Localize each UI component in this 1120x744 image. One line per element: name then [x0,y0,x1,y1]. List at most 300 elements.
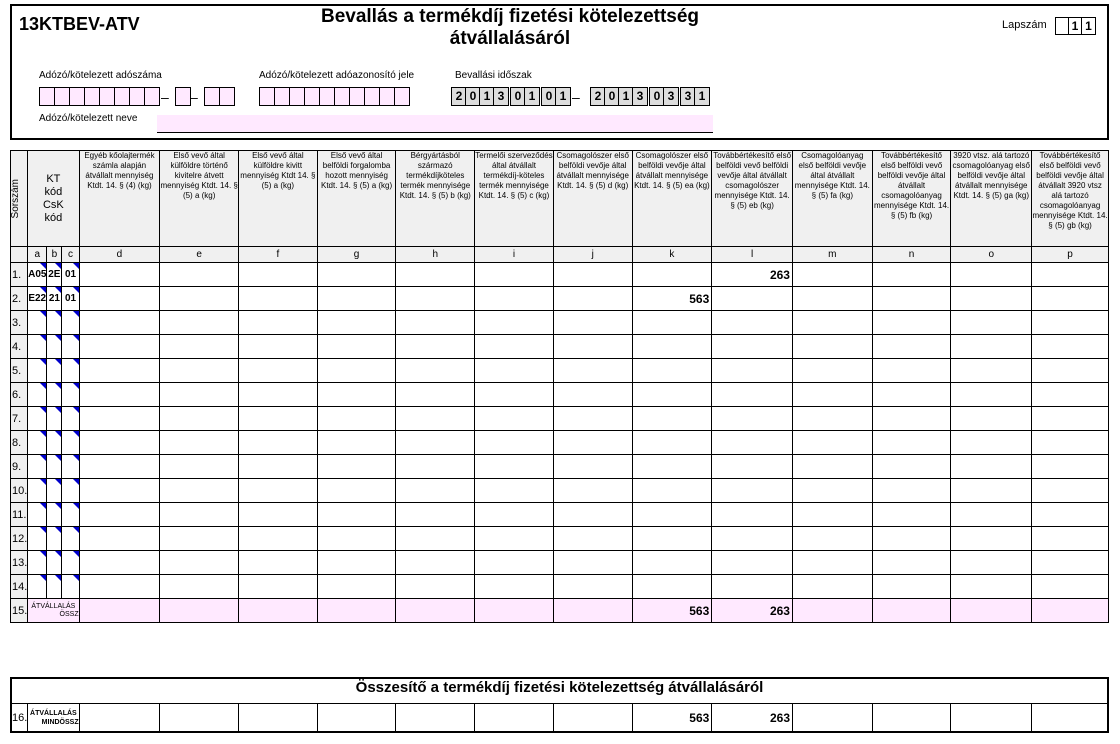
value-cell-k[interactable] [632,479,712,503]
value-cell-n[interactable] [872,479,951,503]
value-cell-j[interactable] [553,287,632,311]
value-cell-f[interactable] [239,359,318,383]
value-cell-e[interactable] [160,455,239,479]
value-cell-e[interactable] [160,287,239,311]
code-cell-c[interactable] [62,527,79,551]
col-header-codes [28,151,79,247]
code-cell-b[interactable] [47,551,62,575]
table-row [11,263,1109,287]
value-cell-p[interactable] [1032,551,1109,575]
value-cell-m[interactable] [792,359,872,383]
value-cell-f[interactable] [239,551,318,575]
col-header-text: Termelői szerveződés által átvállalt termékdíj-köteles termék mennyisége Ktdt. 14. § (5) c (kg) [475,151,553,200]
value-cell-g[interactable] [317,311,396,335]
value-cell-i[interactable] [475,359,554,383]
code-cell-a[interactable] [28,311,47,335]
col-letter-d: d [79,247,160,263]
value-cell-p[interactable] [1032,527,1109,551]
dropdown-marker-icon [73,383,79,389]
value-cell-p[interactable] [1032,311,1109,335]
value-cell-l[interactable] [712,431,793,455]
col-header-text: Bérgyártásból származó termékdíjköteles termék mennyisége Ktdt. 14. § (5) b (kg) [399,151,471,200]
value-cell-o[interactable] [951,287,1032,311]
value-cell-h[interactable] [396,287,475,311]
tax-id-digit[interactable] [304,87,320,106]
value-cell-l[interactable]: 263 [712,263,793,287]
value-cell-f[interactable] [239,479,318,503]
value-cell-o[interactable] [951,455,1032,479]
value-cell-m[interactable] [792,383,872,407]
period-to-digit[interactable]: 0 [649,87,665,106]
code-cell-a[interactable] [28,503,47,527]
code-cell-b[interactable] [47,479,62,503]
value-cell-o[interactable] [951,503,1032,527]
value-cell-o[interactable] [951,527,1032,551]
col-header-text: 3920 vtsz. alá tartozó csomagolóanyag első belföldi vevője által átvállalt mennyisége Ktdt. 14. § (5) ga (kg) [952,151,1030,200]
value-cell-o[interactable] [951,335,1032,359]
value-cell-h[interactable] [396,407,475,431]
value-cell-n[interactable] [872,431,951,455]
value-cell-h[interactable] [396,359,475,383]
period-from-digit[interactable]: 1 [555,87,571,106]
code-cell-a[interactable] [28,407,47,431]
value-cell-d[interactable] [79,503,160,527]
value-cell-k[interactable] [632,575,712,599]
value-cell-m[interactable] [792,335,872,359]
tax-number-digit[interactable] [144,87,160,106]
tax-id-digit[interactable] [259,87,275,106]
value-cell-e[interactable] [160,551,239,575]
table-row [11,407,1109,431]
value-cell-h[interactable] [396,527,475,551]
code-cell-c[interactable] [62,359,79,383]
code-cell-c[interactable] [62,503,79,527]
dropdown-marker-icon [73,311,79,317]
value-cell-k[interactable] [632,455,712,479]
code-cell-c[interactable] [62,455,79,479]
period-from-digit[interactable]: 0 [541,87,557,106]
value-cell-p[interactable] [1032,287,1109,311]
value-cell-p[interactable] [1032,263,1109,287]
value-cell-g[interactable] [317,431,396,455]
code-cell-b[interactable] [47,407,62,431]
value-cell-g[interactable] [317,503,396,527]
code-cell-b[interactable] [47,383,62,407]
value-cell-n[interactable] [872,383,951,407]
value-cell-n[interactable] [872,287,951,311]
summary-label-line1: ÁTVÁLLALÁS [30,709,77,717]
value-cell-l[interactable] [712,335,793,359]
value-cell-h[interactable] [396,479,475,503]
value-cell-d[interactable] [79,263,160,287]
code-cell-b[interactable] [47,455,62,479]
code-cell-b[interactable] [47,263,62,287]
value-cell-h[interactable] [396,263,475,287]
value-cell-l[interactable] [712,575,793,599]
value-cell-e[interactable] [160,335,239,359]
value-cell-d[interactable] [79,455,160,479]
value-cell-k[interactable] [632,383,712,407]
value-cell-n[interactable] [872,527,951,551]
value-cell-p[interactable] [1032,431,1109,455]
code-cell-c[interactable] [62,311,79,335]
value-cell-k[interactable] [632,431,712,455]
value-cell-g[interactable] [317,527,396,551]
period-to-digit[interactable]: 0 [604,87,620,106]
value-cell-g[interactable] [317,575,396,599]
value-cell-n[interactable] [872,407,951,431]
value-cell-k[interactable] [632,335,712,359]
value-cell-m[interactable] [792,527,872,551]
tax-id-digit[interactable] [349,87,365,106]
value-cell-i[interactable] [475,431,554,455]
code-cell-c[interactable] [62,383,79,407]
period-to-digit[interactable]: 3 [680,87,696,106]
period-from-digit[interactable]: 0 [465,87,481,106]
page-digit-3[interactable]: 1 [1081,17,1096,35]
value-cell-i[interactable] [475,287,554,311]
col-letter-m: m [792,247,872,263]
value-cell-n[interactable] [872,335,951,359]
code-cell-a[interactable] [28,263,47,287]
code-cell-a[interactable] [28,527,47,551]
table-row [11,287,1109,311]
code-cell-b[interactable] [47,503,62,527]
code-cell-c[interactable] [62,575,79,599]
tax-number-digit[interactable] [129,87,145,106]
value-cell-g[interactable] [317,383,396,407]
value-cell-n[interactable] [872,311,951,335]
value-cell-d[interactable] [79,407,160,431]
value-cell-o[interactable] [951,263,1032,287]
value-cell-i[interactable] [475,455,554,479]
value-cell-j[interactable] [553,383,632,407]
table-row [11,551,1109,575]
value-cell-d[interactable] [79,287,160,311]
period-from-digit[interactable]: 0 [510,87,526,106]
value-cell-j[interactable] [553,407,632,431]
value-cell-l[interactable] [712,383,793,407]
code-cell-c[interactable] [62,431,79,455]
value-cell-l[interactable] [712,359,793,383]
value-cell-l[interactable] [712,311,793,335]
value-cell-j[interactable] [553,503,632,527]
value-cell-e[interactable] [160,311,239,335]
value-cell-n[interactable] [872,455,951,479]
value-cell-e[interactable] [160,407,239,431]
code-cell-c[interactable] [62,407,79,431]
code-cell-b[interactable] [47,431,62,455]
value-cell-d[interactable] [79,575,160,599]
summary-table [10,703,1109,732]
value-cell-n[interactable] [872,503,951,527]
value-cell-n[interactable] [872,263,951,287]
value-cell-d[interactable] [79,311,160,335]
form-title-line1: Bevallás a termékdíj fizetési kötelezettség [320,6,700,27]
value-cell-p[interactable] [1032,479,1109,503]
table-row [11,527,1109,551]
period-to-digit[interactable]: 1 [618,87,634,106]
period-label: Bevallási időszak [455,70,532,81]
tax-number-vat-digit[interactable] [219,87,235,106]
value-cell-i[interactable] [475,263,554,287]
value-cell-g[interactable] [317,551,396,575]
value-cell-h[interactable] [396,431,475,455]
value-cell-o[interactable] [951,359,1032,383]
value-cell-k[interactable] [632,551,712,575]
value-cell-k[interactable] [632,311,712,335]
value-cell-p[interactable] [1032,503,1109,527]
value-cell-g[interactable] [317,359,396,383]
value-cell-f[interactable] [239,455,318,479]
value-cell-d[interactable] [79,359,160,383]
value-cell-j[interactable] [553,335,632,359]
col-header-e [160,151,239,247]
code-cell-a[interactable] [28,455,47,479]
value-cell-f[interactable] [239,503,318,527]
value-cell-k[interactable] [632,359,712,383]
value-cell-l[interactable] [712,287,793,311]
value-cell-i[interactable] [475,551,554,575]
tax-number-digit[interactable] [84,87,100,106]
value-cell-h[interactable] [396,311,475,335]
value-cell-g[interactable] [317,479,396,503]
value-cell-j[interactable] [553,359,632,383]
summary-row-label [28,704,79,732]
name-label: Adózó/kötelezett neve [39,113,138,124]
value-cell-p[interactable] [1032,383,1109,407]
value-cell-g[interactable] [317,263,396,287]
code-cell-b[interactable] [47,311,62,335]
page-digit-1[interactable] [1055,17,1069,35]
col-letter-e: e [160,247,239,263]
col-header-text: Továbbértékesítő első belföldi vevő belföldi vevője által átvállalt csomagolóanyag mennyisége Ktdt. 14. § (5) fb (kg) [873,151,950,220]
row-number: 8. [11,431,28,455]
col-letter-b: b [47,247,62,263]
dropdown-marker-icon [73,551,79,557]
value-cell-m[interactable] [792,455,872,479]
period-to-digit[interactable]: 2 [590,87,606,106]
value-cell-k[interactable]: 563 [632,287,712,311]
code-cell-c[interactable] [62,263,79,287]
value-cell-f[interactable] [239,407,318,431]
value-cell-i[interactable] [475,311,554,335]
value-cell-e[interactable] [160,527,239,551]
value-cell-d[interactable] [79,383,160,407]
value-cell-j[interactable] [553,311,632,335]
value-cell-e[interactable] [160,575,239,599]
tax-number-digit[interactable] [54,87,70,106]
tax-number-vat-digit[interactable] [204,87,220,106]
value-cell-m[interactable] [792,431,872,455]
value-cell-g[interactable] [317,455,396,479]
code-cell-b[interactable] [47,575,62,599]
value-cell-i[interactable] [475,527,554,551]
value-cell-p[interactable] [1032,575,1109,599]
value-cell-e[interactable] [160,383,239,407]
value-cell-n[interactable] [872,359,951,383]
value-cell-d[interactable] [79,479,160,503]
value-cell-h[interactable] [396,455,475,479]
col-header-j [553,151,632,247]
code-cell-a[interactable] [28,383,47,407]
code-cell-a[interactable] [28,287,47,311]
value-cell-d[interactable] [79,431,160,455]
code-cell-c[interactable] [62,287,79,311]
value-cell-i[interactable] [475,479,554,503]
row-number: 4. [11,335,28,359]
code-cell-b[interactable] [47,287,62,311]
value-cell-f[interactable] [239,575,318,599]
value-cell-f[interactable] [239,383,318,407]
tax-number-check-digit[interactable] [175,87,191,106]
tax-id-digit[interactable] [274,87,290,106]
value-cell-l[interactable] [712,407,793,431]
code-cell-a[interactable] [28,431,47,455]
value-cell-m[interactable] [792,551,872,575]
value-cell-l[interactable] [712,455,793,479]
value-cell-o[interactable] [951,479,1032,503]
value-cell-m[interactable] [792,311,872,335]
value-cell-f[interactable] [239,263,318,287]
total-cell-j [553,599,632,623]
value-cell-m[interactable] [792,575,872,599]
tax-id-digit[interactable] [334,87,350,106]
dropdown-marker-icon [73,527,79,533]
period-from-digit[interactable]: 3 [493,87,509,106]
code-cell-c[interactable] [62,551,79,575]
value-cell-p[interactable] [1032,359,1109,383]
value-cell-j[interactable] [553,455,632,479]
tax-id-digit[interactable] [319,87,335,106]
value-cell-j[interactable] [553,431,632,455]
value-cell-e[interactable] [160,431,239,455]
value-cell-f[interactable] [239,527,318,551]
value-cell-d[interactable] [79,551,160,575]
value-cell-o[interactable] [951,575,1032,599]
tax-id-digit[interactable] [289,87,305,106]
period-to-digit[interactable]: 1 [694,87,710,106]
tax-number-digit[interactable] [39,87,55,106]
period-from-digit[interactable]: 2 [451,87,467,106]
value-cell-p[interactable] [1032,335,1109,359]
value-cell-f[interactable] [239,287,318,311]
value-cell-f[interactable] [239,431,318,455]
code-cell-b[interactable] [47,527,62,551]
value-cell-l[interactable] [712,479,793,503]
value-cell-d[interactable] [79,527,160,551]
period-to-digit[interactable]: 3 [632,87,648,106]
code-cell-a[interactable] [28,551,47,575]
value-cell-o[interactable] [951,551,1032,575]
code-cell-a[interactable] [28,479,47,503]
value-cell-n[interactable] [872,575,951,599]
tax-id-digit[interactable] [379,87,395,106]
value-cell-l[interactable] [712,527,793,551]
col-header-text: Csomagolószer első belföldi vevője által átvállalt mennyisége Ktdt. 14. § (5) d (kg) [556,151,629,190]
value-cell-f[interactable] [239,311,318,335]
value-cell-l[interactable] [712,503,793,527]
name-field[interactable] [157,115,713,133]
form-title-line2: átvállalásáról [449,28,571,49]
tax-id-digit[interactable] [364,87,380,106]
value-cell-e[interactable] [160,359,239,383]
code-cell-c[interactable] [62,335,79,359]
value-cell-e[interactable] [160,263,239,287]
summary-cell-j [553,704,632,732]
period-to-digit[interactable]: 3 [663,87,679,106]
code-cell-b[interactable] [47,335,62,359]
value-cell-g[interactable] [317,287,396,311]
code-cell-a[interactable] [28,359,47,383]
value-cell-h[interactable] [396,503,475,527]
code-cell-c[interactable] [62,479,79,503]
value-cell-h[interactable] [396,335,475,359]
value-cell-o[interactable] [951,407,1032,431]
period-from-digit[interactable]: 1 [524,87,540,106]
value-cell-m[interactable] [792,479,872,503]
value-cell-d[interactable] [79,335,160,359]
dropdown-marker-icon [73,359,79,365]
value-cell-k[interactable] [632,407,712,431]
value-cell-h[interactable] [396,383,475,407]
value-cell-j[interactable] [553,263,632,287]
row-number: 12. [11,527,28,551]
value-cell-p[interactable] [1032,407,1109,431]
code-cell-a[interactable] [28,335,47,359]
value-cell-m[interactable] [792,503,872,527]
value-cell-m[interactable] [792,287,872,311]
value-cell-i[interactable] [475,503,554,527]
value-cell-i[interactable] [475,575,554,599]
value-cell-o[interactable] [951,383,1032,407]
value-cell-k[interactable] [632,527,712,551]
value-cell-j[interactable] [553,527,632,551]
value-cell-h[interactable] [396,575,475,599]
value-cell-i[interactable] [475,335,554,359]
value-cell-p[interactable] [1032,455,1109,479]
value-cell-f[interactable] [239,335,318,359]
value-cell-o[interactable] [951,311,1032,335]
period-from-digit[interactable]: 1 [479,87,495,106]
value-cell-m[interactable] [792,407,872,431]
value-cell-k[interactable] [632,503,712,527]
value-cell-e[interactable] [160,503,239,527]
dropdown-marker-icon [55,335,61,341]
page-digit-2[interactable]: 1 [1068,17,1082,35]
value-cell-n[interactable] [872,551,951,575]
value-cell-l[interactable] [712,551,793,575]
value-cell-g[interactable] [317,335,396,359]
value-cell-i[interactable] [475,407,554,431]
value-cell-i[interactable] [475,383,554,407]
value-cell-j[interactable] [553,551,632,575]
tax-id-digit[interactable] [394,87,410,106]
tax-number-digit[interactable] [99,87,115,106]
value-cell-k[interactable] [632,263,712,287]
tax-number-digit[interactable] [114,87,130,106]
value-cell-h[interactable] [396,551,475,575]
tax-number-digit[interactable] [69,87,85,106]
value-cell-j[interactable] [553,575,632,599]
value-cell-e[interactable] [160,479,239,503]
value-cell-m[interactable] [792,263,872,287]
value-cell-j[interactable] [553,479,632,503]
value-cell-g[interactable] [317,407,396,431]
code-cell-b[interactable] [47,359,62,383]
code-cell-a[interactable] [28,575,47,599]
value-cell-o[interactable] [951,431,1032,455]
